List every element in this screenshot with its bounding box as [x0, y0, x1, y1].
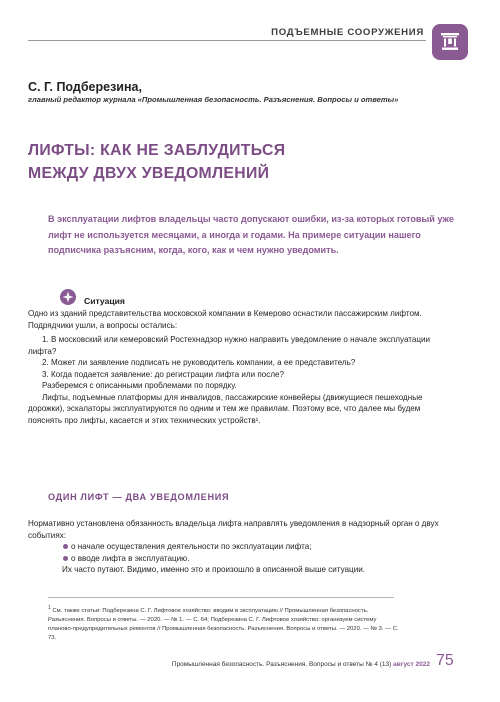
issue-date: август 2022: [393, 661, 430, 668]
situation-badge: [60, 289, 76, 305]
author-role: главный редактор журнала «Промышленная безопасность. Разъяснения. Вопросы и ответы»: [28, 95, 399, 104]
footer-journal: [130, 661, 430, 668]
bullet-text: о начале осуществления деятельности по эксплуатации лифта;: [71, 542, 312, 552]
list-item: 2. Может ли заявление подписать не руководитель компании, а ее представитель?: [42, 358, 356, 368]
list-item: [28, 553, 453, 565]
compass-icon: [60, 289, 76, 305]
section-badge: [432, 24, 468, 60]
journal-name: Промышленная безопасность. Разъяснения. Вопросы и ответы № 4 (13): [171, 661, 392, 668]
author-name: С. Г. Подберезина,: [28, 80, 142, 94]
section-title: ПОДЪЕМНЫЕ СООРУЖЕНИЯ: [271, 27, 424, 38]
footnote-rule: [48, 597, 394, 598]
lead-paragraph: В эксплуатации лифтов владельцы часто допускают ошибки, из‑за которых готовый уже лифт не используется месяцами, а иногда и годами. На примере ситуации нашего подписчика разъясним, когда, кого, как и чем нужно уведомить.: [48, 214, 454, 255]
footnote-mark: 1: [48, 605, 51, 611]
situation-label: Ситуация: [84, 296, 125, 306]
header-rule: [28, 40, 426, 41]
situation-questions: [28, 334, 453, 380]
situation-answer: [28, 380, 453, 426]
list-item: [28, 541, 453, 553]
article-title: [28, 140, 448, 185]
section-intro: Нормативно установлена обязанность владельца лифта направлять уведомления в надзорный орган о двух событиях:: [28, 519, 439, 540]
list-item: 1. В московский или кемеровский Ростехнадзор нужно направить уведомление о начале эксплуатации лифта?: [28, 335, 431, 356]
answer-paragraph-1: Разберемся с описанными проблемами по порядку.: [42, 381, 237, 390]
section-body: [28, 518, 453, 576]
crane-icon: [438, 30, 462, 54]
page-number: 75: [436, 652, 454, 669]
answer-paragraph-2: Лифты, подъемные платформы для инвалидов, пассажирские конвейеры (движущиеся пешеходные дорожки), эскалаторы эксплуатируются по одним и тем же правилам. Поэтому все, что далее мы будем пояснять про лифты, касается и этих технических устройств¹.: [28, 392, 423, 425]
list-item: 3. Когда подается заявление: до регистрации лифта или после?: [42, 369, 285, 379]
bullet-text: о вводе лифта в эксплуатацию.: [71, 553, 190, 563]
section-heading: ОДИН ЛИФТ — ДВА УВЕДОМЛЕНИЯ: [48, 492, 230, 502]
footnote-text: См. также статьи: Подберезина С. Г. Лифтовое хозяйство: вводим в эксплуатацию // Промышленная безопасность. Разъяснения. Вопросы и ответы. — 2020. — № 1. — С. 64; Подберезина С. Г. Лифтовое хозяйство: организуем систему планово‑предупредительных ремонтов // Промышленная безопасность. Разъяснения. Вопросы и ответы. — 2020. — № 3. — С. 73.: [48, 607, 399, 641]
section-outro: Их часто путают. Видимо, именно это и произошло в описанной выше ситуации.: [62, 565, 365, 575]
situation-intro: Одно из зданий представительства московской компании в Кемерово оснастили пассажирским лифтом. Подрядчики ушли, а вопросы остались:: [28, 309, 422, 330]
bullet-icon: [63, 556, 68, 561]
title-line-1: ЛИФТЫ: КАК НЕ ЗАБЛУДИТЬСЯ: [28, 142, 286, 159]
footnote: [48, 604, 400, 643]
title-line-2: МЕЖДУ ДВУХ УВЕДОМЛЕНИЙ: [28, 164, 270, 182]
